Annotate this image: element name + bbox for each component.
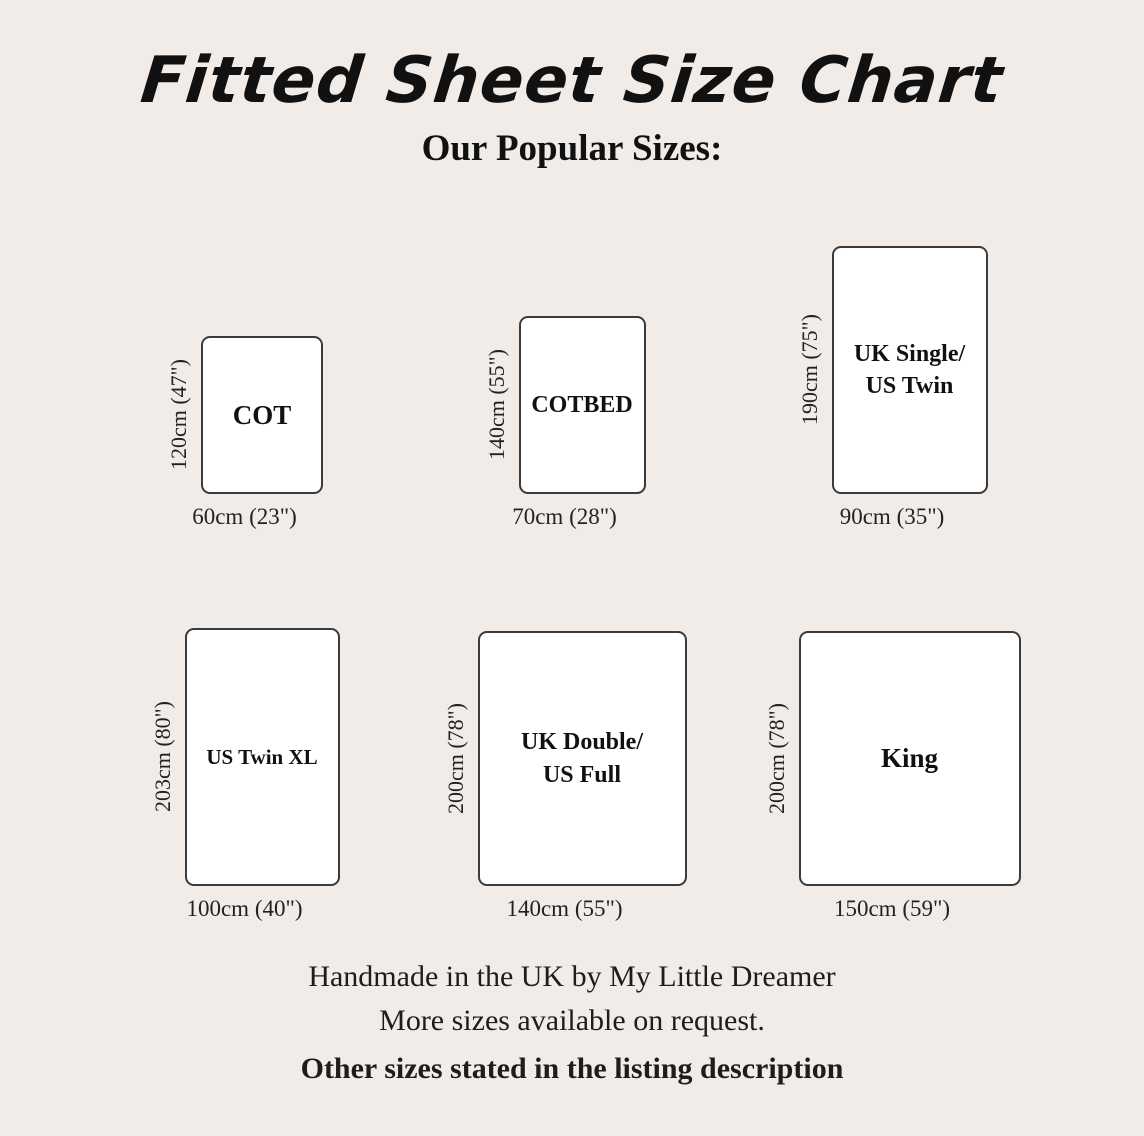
size-box-uk-single-us-twin: [832, 246, 988, 494]
width-label-king: 150cm (59"): [833, 896, 951, 921]
size-box-cot: [201, 336, 323, 494]
size-box-king: [799, 631, 1021, 886]
size-box-label-uk-double-us-full: [513, 726, 651, 791]
size-box-uk-double-us-full: [478, 631, 687, 886]
footer-line-handmade: Handmade in the UK by My Little Dreamer: [308, 960, 836, 993]
box-wrap-king: [764, 631, 1021, 886]
box-wrap-us-twin-xl: [150, 628, 340, 886]
size-box-label-line2: US Twin: [865, 373, 954, 399]
height-label-king: 200cm (78"): [763, 702, 789, 814]
height-label-us-twin-xl: 203cm (80"): [149, 701, 175, 813]
height-label-uk-double-us-full: 200cm (78"): [442, 702, 468, 814]
page-subtitle: Our Popular Sizes:: [421, 128, 723, 170]
size-box-label-king: King: [880, 743, 939, 774]
size-cell-us-twin-xl: [80, 628, 410, 922]
box-wrap-cotbed: [484, 316, 646, 494]
size-box-label-uk-single-us-twin: [846, 338, 973, 403]
size-grid: [0, 200, 1144, 922]
size-box-label-us-twin-xl: US Twin XL: [206, 744, 318, 769]
size-cell-uk-double-us-full: [410, 631, 720, 922]
height-label-cotbed: 140cm (55"): [483, 349, 509, 461]
size-row-bottom: [0, 612, 1144, 922]
chart-header: [0, 0, 1144, 170]
size-cell-uk-single-us-twin: [720, 246, 1065, 530]
width-label-cot: 60cm (23"): [192, 504, 297, 529]
size-box-us-twin-xl: [185, 628, 340, 886]
size-box-label-cotbed: COTBED: [531, 391, 633, 418]
width-label-cotbed: 70cm (28"): [512, 504, 617, 529]
size-cell-cotbed: [410, 316, 720, 530]
size-row-top: [0, 200, 1144, 530]
page-title: Fitted Sheet Size Chart: [137, 44, 1007, 118]
size-box-label-line1: UK Single/: [853, 340, 966, 367]
box-wrap-uk-single-us-twin: [797, 246, 988, 494]
width-label-us-twin-xl: 100cm (40"): [186, 896, 303, 921]
height-label-uk-single-us-twin: 190cm (75"): [796, 314, 822, 426]
size-cell-cot: [80, 336, 410, 530]
size-cell-king: [720, 631, 1065, 922]
height-label-cot: 120cm (47"): [166, 359, 191, 471]
box-wrap-cot: [166, 336, 323, 494]
width-label-uk-double-us-full: 140cm (55"): [506, 896, 623, 921]
size-box-label-line1: UK Double/: [520, 729, 643, 756]
size-box-cotbed: [519, 316, 646, 494]
footer-line-other-sizes: Other sizes stated in the listing description: [300, 1052, 844, 1085]
chart-footer: [0, 960, 1144, 1086]
size-box-label-line2: US Full: [542, 761, 621, 788]
box-wrap-uk-double-us-full: [443, 631, 687, 886]
width-label-uk-single-us-twin: 90cm (35"): [839, 504, 945, 529]
size-box-label-cot: COT: [232, 399, 292, 430]
footer-line-more-sizes: More sizes available on request.: [379, 1004, 765, 1037]
